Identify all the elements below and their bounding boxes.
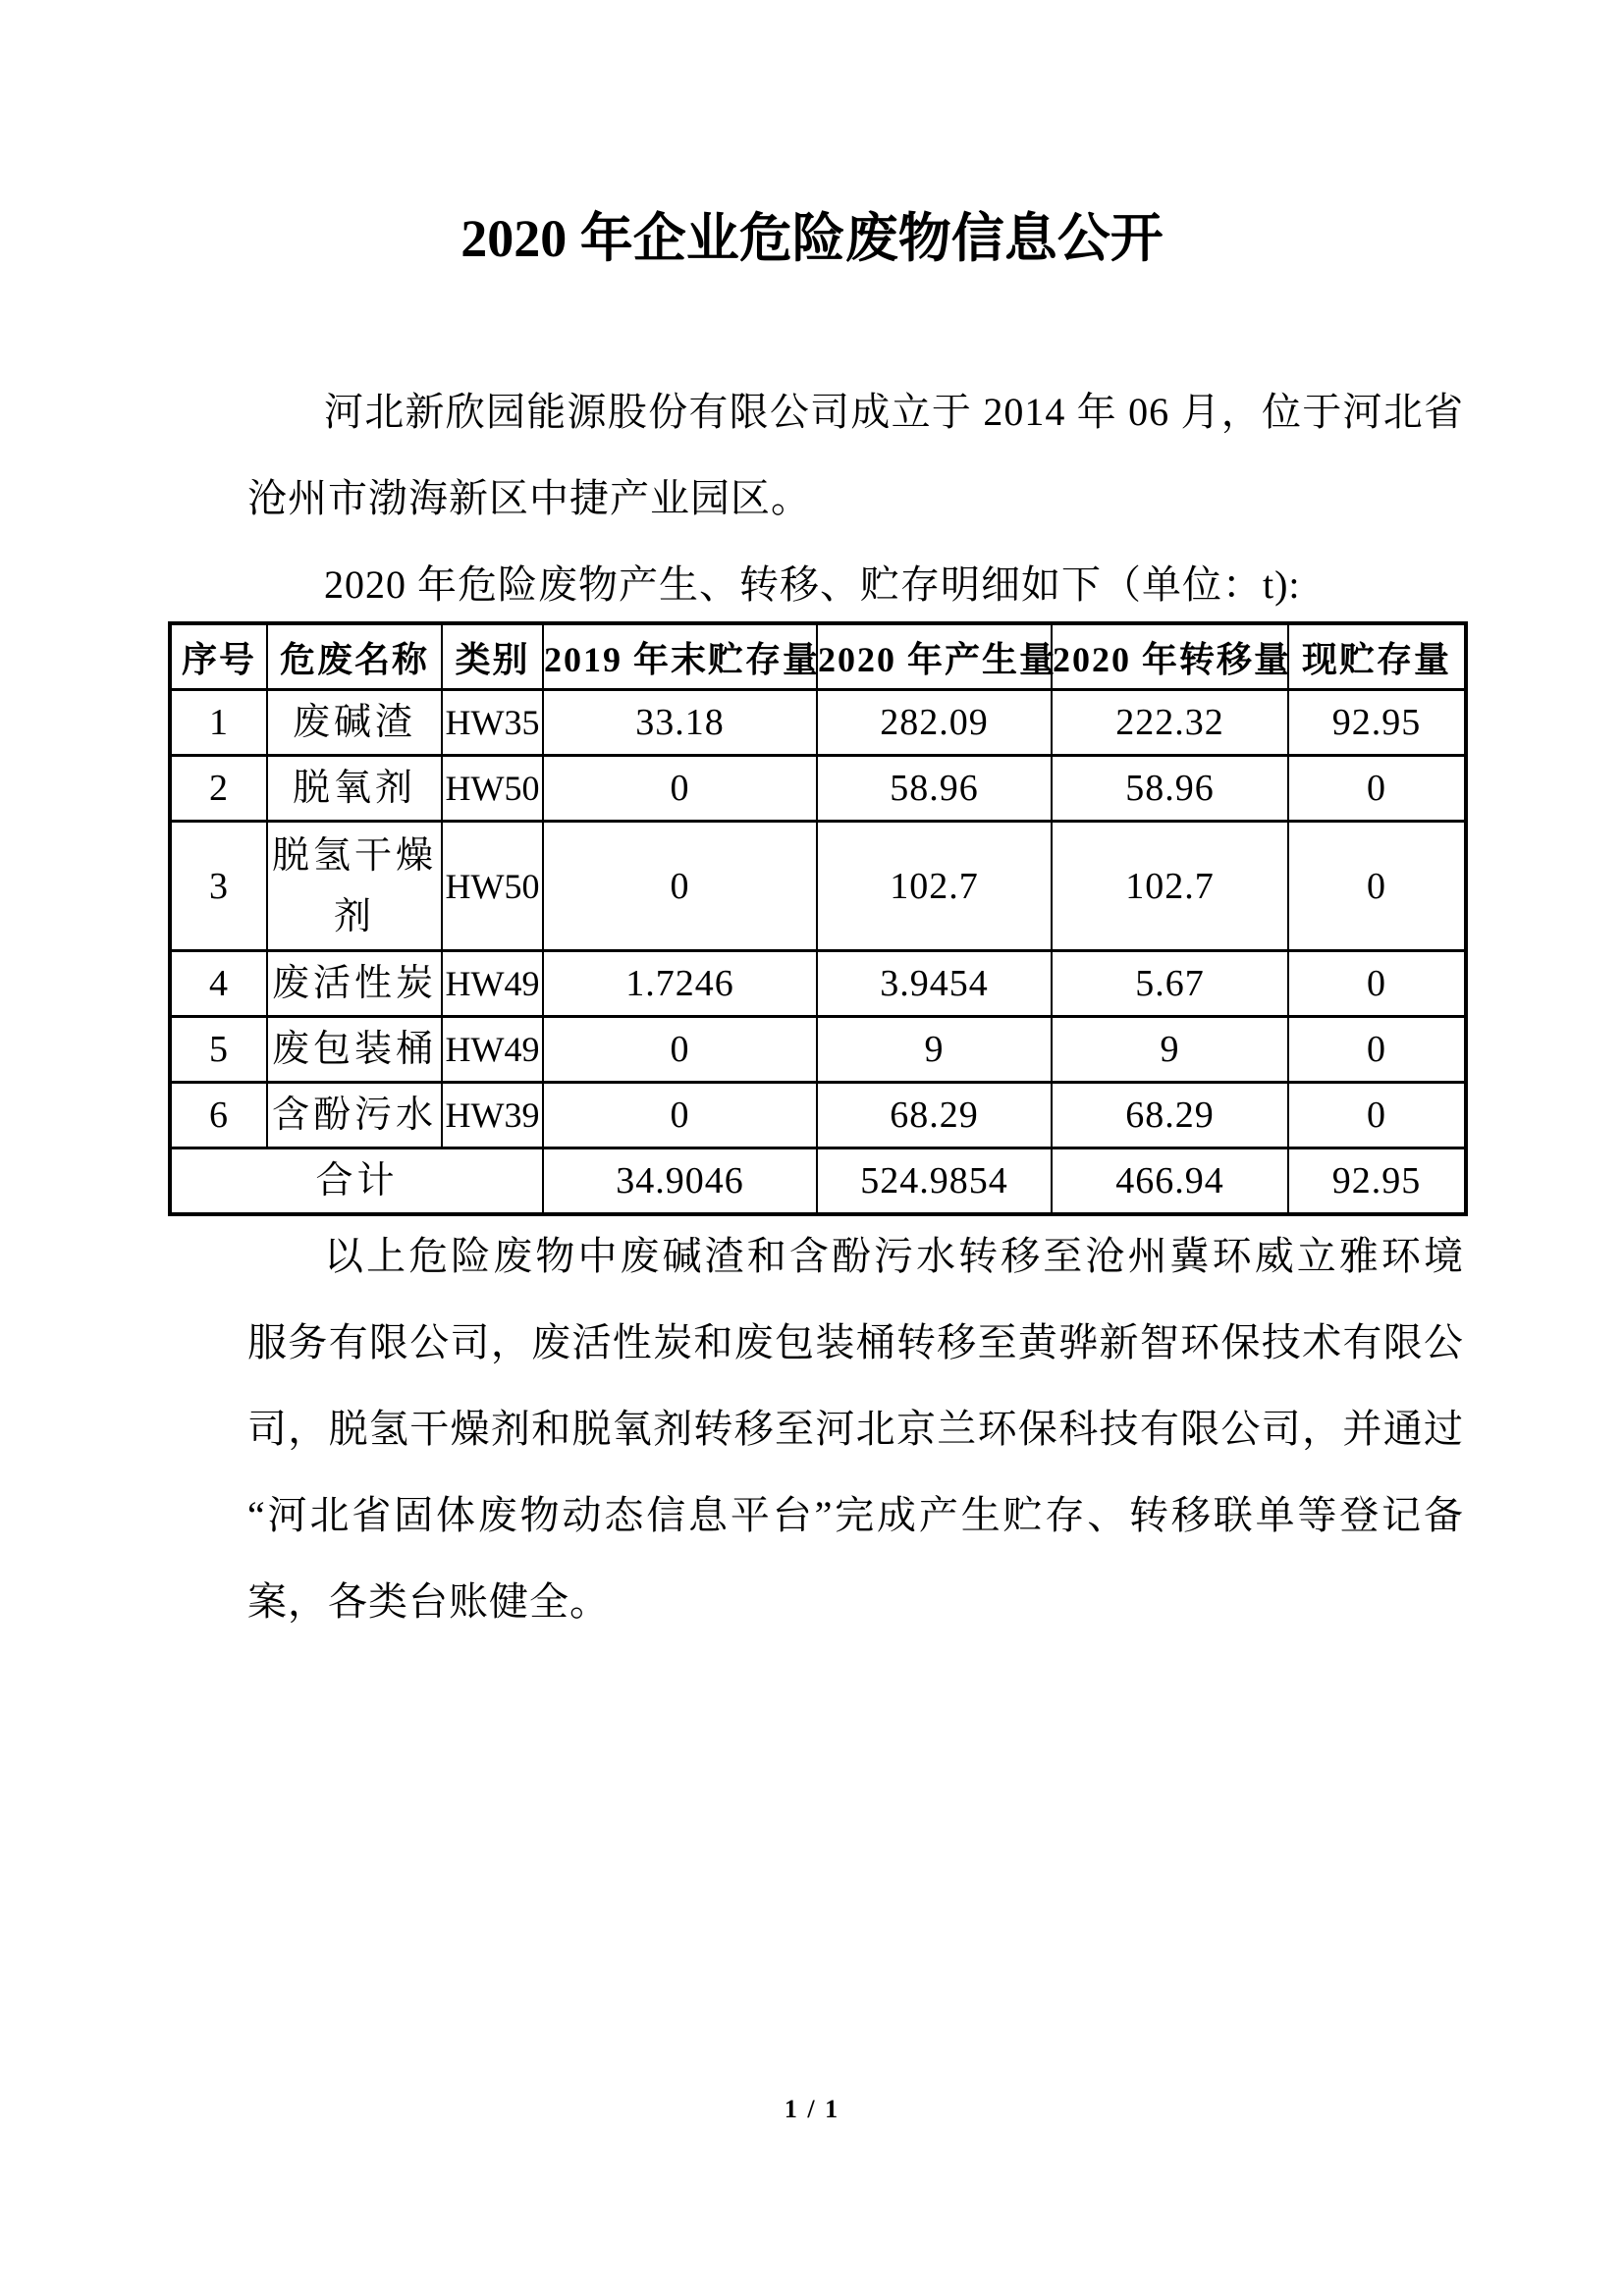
header-cell: 危废名称 [267,623,442,690]
waste-name-cell: 含酚污水 [267,1083,442,1148]
value-cell: 0 [1288,1017,1466,1083]
waste-name-cell: 废碱渣 [267,690,442,756]
value-cell: 0 [543,1017,817,1083]
value-cell: 5.67 [1052,951,1288,1017]
closing-line: “河北省固体废物动态信息平台”完成产生贮存、转移联单等登记备 [247,1493,1464,1537]
category-cell: HW49 [442,1017,543,1083]
value-cell: 0 [543,1083,817,1148]
value-cell: 102.7 [817,822,1052,951]
value-cell: 0 [1288,951,1466,1017]
page-title: 2020 年企业危险废物信息公开 [460,209,1164,268]
serial-cell: 6 [170,1083,267,1148]
value-cell: 68.29 [817,1083,1052,1148]
hazardous-waste-table [168,621,1468,1216]
value-cell: 68.29 [1052,1083,1288,1148]
waste-name-cell: 废包装桶 [267,1017,442,1083]
category-cell: HW35 [442,690,543,756]
header-cell: 2020 年转移量 [1052,623,1288,690]
header-cell: 序号 [170,623,267,690]
closing-line: 案，各类台账健全。 [247,1579,610,1624]
serial-cell: 5 [170,1017,267,1083]
table-row [170,822,1466,951]
waste-name-cell: 脱氢干燥剂 [267,822,442,951]
serial-cell: 2 [170,756,267,822]
closing-line: 服务有限公司，废活性炭和废包装桶转移至黄骅新智环保技术有限公 [247,1320,1464,1364]
value-cell: 92.95 [1288,690,1466,756]
total-label-cell: 合计 [170,1148,543,1215]
table-row [170,951,1466,1017]
header-cell: 类别 [442,623,543,690]
table-caption-line: 2020 年危险废物产生、转移、贮存明细如下（单位：t): [324,562,1301,607]
value-cell: 282.09 [817,690,1052,756]
value-cell: 222.32 [1052,690,1288,756]
value-cell: 0 [1288,756,1466,822]
table-caption-paragraph [247,542,1464,628]
value-cell: 0 [1288,822,1466,951]
category-cell: HW39 [442,1083,543,1148]
value-cell: 0 [543,756,817,822]
value-cell: 9 [1052,1017,1288,1083]
header-cell: 2019 年末贮存量 [543,623,817,690]
total-value-cell: 466.94 [1052,1148,1288,1215]
closing-line: 以上危险废物中废碱渣和含酚污水转移至沧州冀环威立雅环境 [324,1234,1464,1278]
value-cell: 3.9454 [817,951,1052,1017]
table-header-row [170,623,1466,690]
table-row [170,690,1466,756]
serial-cell: 3 [170,822,267,951]
intro-line: 河北新欣园能源股份有限公司成立于 2014 年 06 月，位于河北省 [324,390,1464,434]
page-number: 1 / 1 [784,2095,840,2123]
value-cell: 58.96 [1052,756,1288,822]
value-cell: 9 [817,1017,1052,1083]
category-cell: HW50 [442,756,543,822]
total-value-cell: 92.95 [1288,1148,1466,1215]
value-cell: 1.7246 [543,951,817,1017]
serial-cell: 1 [170,690,267,756]
value-cell: 33.18 [543,690,817,756]
closing-line: 司，脱氢干燥剂和脱氧剂转移至河北京兰环保科技有限公司，并通过 [247,1407,1464,1451]
header-cell: 现贮存量 [1288,623,1466,690]
value-cell: 58.96 [817,756,1052,822]
total-value-cell: 524.9854 [817,1148,1052,1215]
serial-cell: 4 [170,951,267,1017]
waste-name-cell: 脱氧剂 [267,756,442,822]
header-cell: 2020 年产生量 [817,623,1052,690]
table-row [170,1083,1466,1148]
value-cell: 0 [1288,1083,1466,1148]
table-row [170,756,1466,822]
closing-paragraph [247,1213,1464,1645]
category-cell: HW50 [442,822,543,951]
intro-line: 沧州市渤海新区中捷产业园区。 [247,476,811,520]
category-cell: HW49 [442,951,543,1017]
value-cell: 0 [543,822,817,951]
table-total-row [170,1148,1466,1215]
waste-name-cell: 废活性炭 [267,951,442,1017]
table-row [170,1017,1466,1083]
total-value-cell: 34.9046 [543,1148,817,1215]
value-cell: 102.7 [1052,822,1288,951]
intro-paragraph [247,369,1464,542]
